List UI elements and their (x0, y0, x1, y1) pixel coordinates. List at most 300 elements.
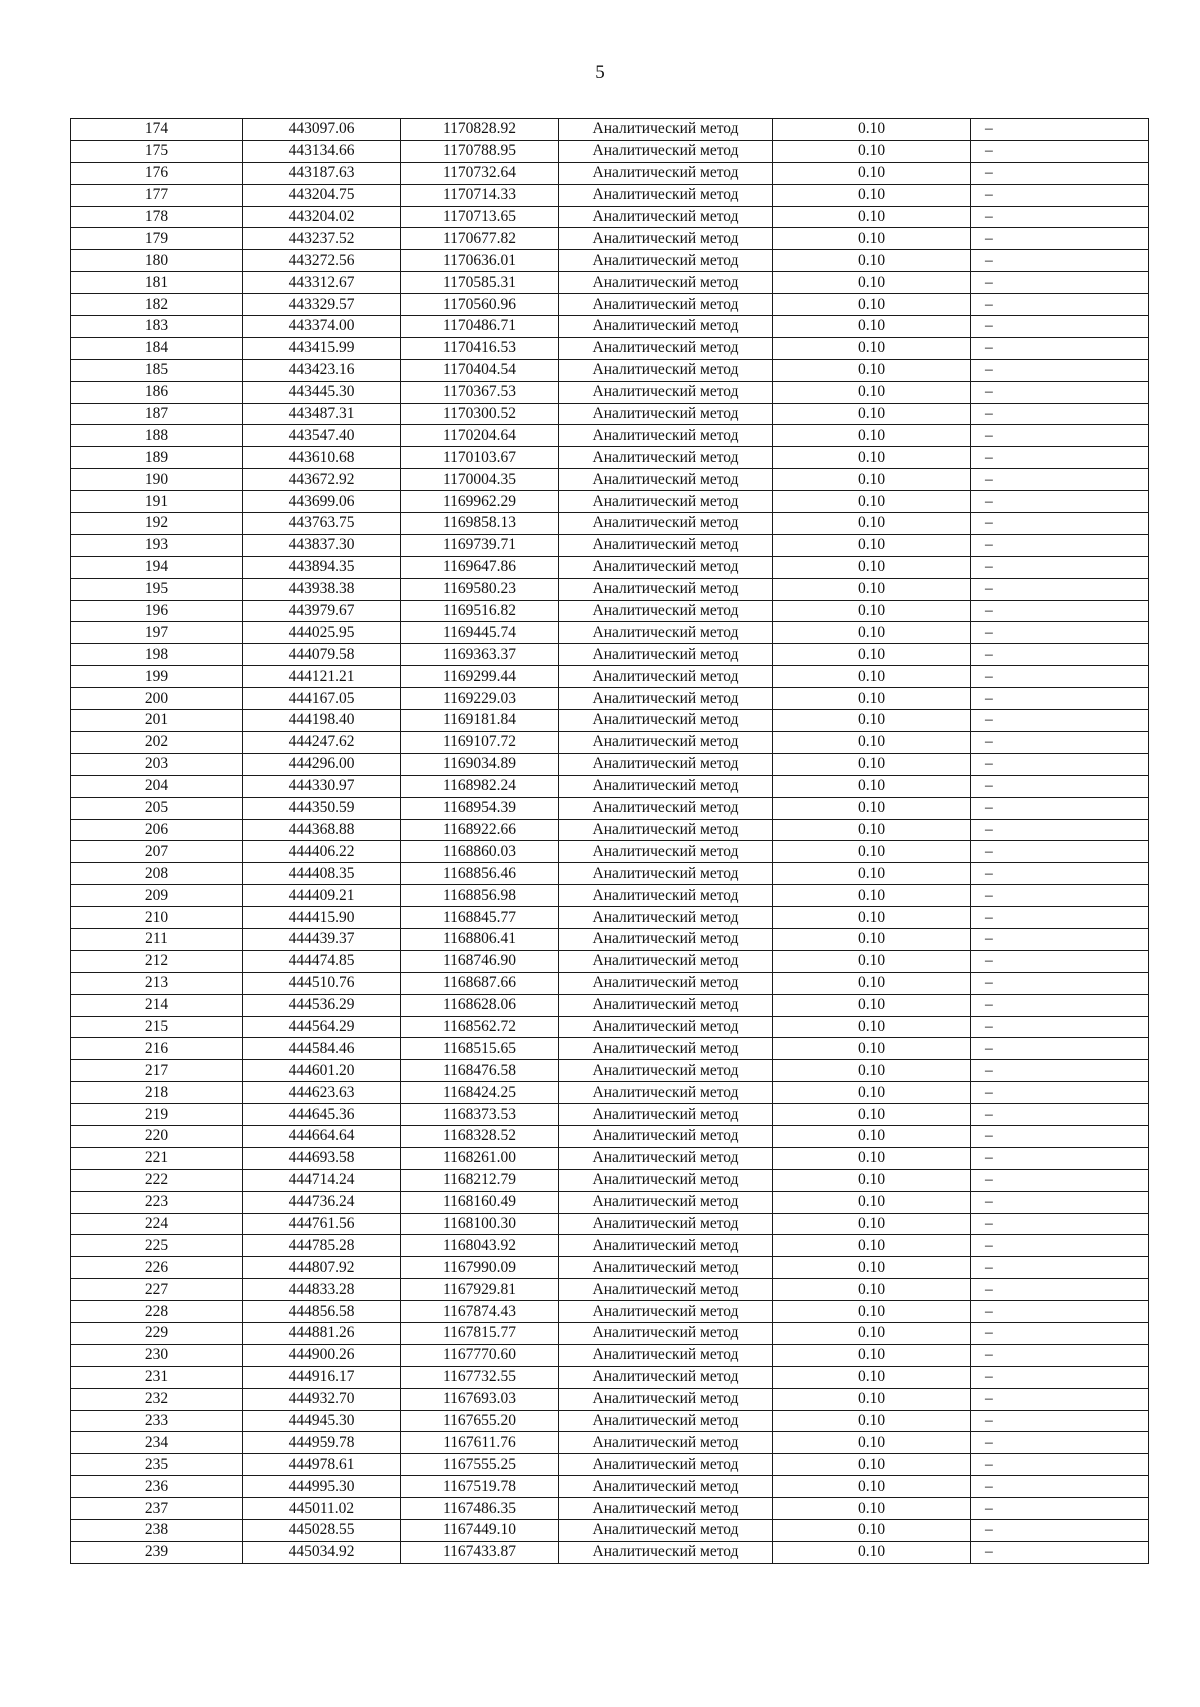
table-row (71, 250, 1149, 272)
cell-description: – (971, 885, 1149, 907)
cell-coordinate-y: 1168261.00 (401, 1147, 559, 1169)
cell-point-number: 201 (71, 710, 243, 732)
cell-method: Аналитический метод (559, 1191, 773, 1213)
cell-coordinate-x: 445034.92 (243, 1541, 401, 1563)
cell-point-number: 193 (71, 534, 243, 556)
cell-accuracy: 0.10 (773, 1169, 971, 1191)
cell-accuracy: 0.10 (773, 972, 971, 994)
cell-point-number: 196 (71, 600, 243, 622)
cell-point-number: 219 (71, 1104, 243, 1126)
cell-description: – (971, 381, 1149, 403)
cell-coordinate-x: 443894.35 (243, 556, 401, 578)
table-row (71, 928, 1149, 950)
cell-accuracy: 0.10 (773, 1235, 971, 1257)
cell-coordinate-y: 1170585.31 (401, 272, 559, 294)
cell-coordinate-x: 444474.85 (243, 950, 401, 972)
table-row (71, 819, 1149, 841)
cell-method: Аналитический метод (559, 359, 773, 381)
cell-coordinate-x: 444406.22 (243, 841, 401, 863)
cell-point-number: 191 (71, 491, 243, 513)
cell-coordinate-y: 1167732.55 (401, 1366, 559, 1388)
coordinates-table-body (71, 119, 1149, 1564)
table-row (71, 337, 1149, 359)
cell-accuracy: 0.10 (773, 731, 971, 753)
cell-coordinate-y: 1167929.81 (401, 1279, 559, 1301)
cell-coordinate-x: 443097.06 (243, 119, 401, 141)
cell-point-number: 203 (71, 753, 243, 775)
cell-coordinate-x: 444439.37 (243, 928, 401, 950)
table-row (71, 1038, 1149, 1060)
cell-coordinate-y: 1168043.92 (401, 1235, 559, 1257)
cell-method: Аналитический метод (559, 1498, 773, 1520)
table-row (71, 447, 1149, 469)
cell-accuracy: 0.10 (773, 1257, 971, 1279)
cell-method: Аналитический метод (559, 885, 773, 907)
cell-method: Аналитический метод (559, 1257, 773, 1279)
cell-coordinate-y: 1167693.03 (401, 1388, 559, 1410)
cell-coordinate-y: 1170404.54 (401, 359, 559, 381)
cell-coordinate-x: 443487.31 (243, 403, 401, 425)
table-row (71, 140, 1149, 162)
cell-coordinate-x: 444368.88 (243, 819, 401, 841)
table-row (71, 907, 1149, 929)
cell-method: Аналитический метод (559, 1388, 773, 1410)
cell-description: – (971, 513, 1149, 535)
table-row (71, 797, 1149, 819)
cell-accuracy: 0.10 (773, 710, 971, 732)
cell-description: – (971, 447, 1149, 469)
cell-method: Аналитический метод (559, 600, 773, 622)
cell-description: – (971, 731, 1149, 753)
cell-coordinate-x: 444247.62 (243, 731, 401, 753)
cell-method: Аналитический метод (559, 469, 773, 491)
cell-coordinate-y: 1168746.90 (401, 950, 559, 972)
cell-method: Аналитический метод (559, 1301, 773, 1323)
cell-method: Аналитический метод (559, 710, 773, 732)
cell-accuracy: 0.10 (773, 907, 971, 929)
cell-point-number: 181 (71, 272, 243, 294)
cell-method: Аналитический метод (559, 863, 773, 885)
cell-description: – (971, 294, 1149, 316)
cell-method: Аналитический метод (559, 1169, 773, 1191)
cell-coordinate-y: 1168212.79 (401, 1169, 559, 1191)
table-row (71, 1147, 1149, 1169)
cell-coordinate-y: 1170677.82 (401, 228, 559, 250)
cell-coordinate-x: 444881.26 (243, 1322, 401, 1344)
cell-accuracy: 0.10 (773, 753, 971, 775)
cell-method: Аналитический метод (559, 381, 773, 403)
cell-coordinate-x: 443204.75 (243, 184, 401, 206)
cell-coordinate-x: 443938.38 (243, 578, 401, 600)
cell-description: – (971, 491, 1149, 513)
cell-point-number: 215 (71, 1016, 243, 1038)
table-row (71, 491, 1149, 513)
cell-coordinate-x: 443374.00 (243, 316, 401, 338)
cell-coordinate-y: 1170204.64 (401, 425, 559, 447)
cell-method: Аналитический метод (559, 1235, 773, 1257)
cell-point-number: 176 (71, 162, 243, 184)
table-row (71, 578, 1149, 600)
cell-description: – (971, 972, 1149, 994)
cell-description: – (971, 863, 1149, 885)
cell-method: Аналитический метод (559, 1520, 773, 1542)
table-row (71, 425, 1149, 447)
cell-method: Аналитический метод (559, 162, 773, 184)
table-row (71, 1125, 1149, 1147)
cell-method: Аналитический метод (559, 140, 773, 162)
cell-accuracy: 0.10 (773, 513, 971, 535)
cell-coordinate-y: 1170636.01 (401, 250, 559, 272)
cell-coordinate-x: 444978.61 (243, 1454, 401, 1476)
cell-accuracy: 0.10 (773, 1082, 971, 1104)
cell-description: – (971, 797, 1149, 819)
table-row (71, 1104, 1149, 1126)
cell-point-number: 206 (71, 819, 243, 841)
cell-point-number: 217 (71, 1060, 243, 1082)
cell-description: – (971, 1147, 1149, 1169)
cell-coordinate-y: 1170560.96 (401, 294, 559, 316)
cell-coordinate-x: 444995.30 (243, 1476, 401, 1498)
cell-accuracy: 0.10 (773, 1520, 971, 1542)
cell-description: – (971, 1279, 1149, 1301)
cell-coordinate-x: 445028.55 (243, 1520, 401, 1542)
table-row (71, 381, 1149, 403)
cell-coordinate-x: 444415.90 (243, 907, 401, 929)
cell-coordinate-x: 444564.29 (243, 1016, 401, 1038)
cell-method: Аналитический метод (559, 1213, 773, 1235)
cell-accuracy: 0.10 (773, 1016, 971, 1038)
table-row (71, 863, 1149, 885)
cell-description: – (971, 666, 1149, 688)
cell-description: – (971, 1520, 1149, 1542)
cell-accuracy: 0.10 (773, 928, 971, 950)
table-row (71, 1454, 1149, 1476)
cell-point-number: 208 (71, 863, 243, 885)
cell-coordinate-x: 444693.58 (243, 1147, 401, 1169)
cell-coordinate-x: 444807.92 (243, 1257, 401, 1279)
cell-coordinate-x: 444584.46 (243, 1038, 401, 1060)
table-row (71, 1344, 1149, 1366)
cell-coordinate-x: 443423.16 (243, 359, 401, 381)
cell-coordinate-y: 1168860.03 (401, 841, 559, 863)
cell-point-number: 198 (71, 644, 243, 666)
cell-method: Аналитический метод (559, 1476, 773, 1498)
cell-coordinate-y: 1169516.82 (401, 600, 559, 622)
cell-coordinate-y: 1169299.44 (401, 666, 559, 688)
cell-method: Аналитический метод (559, 337, 773, 359)
cell-description: – (971, 1410, 1149, 1432)
cell-point-number: 234 (71, 1432, 243, 1454)
cell-coordinate-x: 443699.06 (243, 491, 401, 513)
cell-point-number: 204 (71, 775, 243, 797)
cell-coordinate-y: 1170300.52 (401, 403, 559, 425)
cell-coordinate-y: 1169647.86 (401, 556, 559, 578)
cell-accuracy: 0.10 (773, 1125, 971, 1147)
cell-coordinate-y: 1170416.53 (401, 337, 559, 359)
cell-accuracy: 0.10 (773, 119, 971, 141)
table-row (71, 272, 1149, 294)
table-row (71, 184, 1149, 206)
cell-point-number: 183 (71, 316, 243, 338)
coordinates-table (70, 118, 1149, 1564)
cell-description: – (971, 644, 1149, 666)
table-row (71, 1541, 1149, 1563)
cell-point-number: 200 (71, 688, 243, 710)
cell-description: – (971, 775, 1149, 797)
table-row (71, 1279, 1149, 1301)
cell-coordinate-y: 1167815.77 (401, 1322, 559, 1344)
cell-coordinate-y: 1167433.87 (401, 1541, 559, 1563)
cell-point-number: 187 (71, 403, 243, 425)
table-row (71, 316, 1149, 338)
cell-point-number: 237 (71, 1498, 243, 1520)
table-row (71, 622, 1149, 644)
cell-method: Аналитический метод (559, 994, 773, 1016)
cell-method: Аналитический метод (559, 928, 773, 950)
table-row (71, 972, 1149, 994)
cell-accuracy: 0.10 (773, 950, 971, 972)
cell-accuracy: 0.10 (773, 666, 971, 688)
cell-accuracy: 0.10 (773, 863, 971, 885)
cell-point-number: 186 (71, 381, 243, 403)
cell-description: – (971, 1476, 1149, 1498)
cell-description: – (971, 337, 1149, 359)
cell-description: – (971, 162, 1149, 184)
cell-method: Аналитический метод (559, 797, 773, 819)
table-row (71, 359, 1149, 381)
cell-coordinate-y: 1168424.25 (401, 1082, 559, 1104)
cell-description: – (971, 841, 1149, 863)
cell-point-number: 229 (71, 1322, 243, 1344)
cell-accuracy: 0.10 (773, 885, 971, 907)
cell-coordinate-x: 444409.21 (243, 885, 401, 907)
cell-method: Аналитический метод (559, 184, 773, 206)
table-row (71, 1016, 1149, 1038)
table-row (71, 228, 1149, 250)
table-row (71, 841, 1149, 863)
cell-accuracy: 0.10 (773, 1147, 971, 1169)
cell-coordinate-y: 1167449.10 (401, 1520, 559, 1542)
cell-accuracy: 0.10 (773, 556, 971, 578)
cell-point-number: 190 (71, 469, 243, 491)
cell-description: – (971, 469, 1149, 491)
cell-point-number: 179 (71, 228, 243, 250)
cell-description: – (971, 316, 1149, 338)
cell-coordinate-y: 1167655.20 (401, 1410, 559, 1432)
cell-accuracy: 0.10 (773, 272, 971, 294)
cell-coordinate-y: 1170713.65 (401, 206, 559, 228)
cell-accuracy: 0.10 (773, 1476, 971, 1498)
cell-point-number: 189 (71, 447, 243, 469)
cell-accuracy: 0.10 (773, 337, 971, 359)
table-row (71, 666, 1149, 688)
cell-accuracy: 0.10 (773, 1213, 971, 1235)
cell-method: Аналитический метод (559, 1060, 773, 1082)
cell-coordinate-y: 1168328.52 (401, 1125, 559, 1147)
cell-point-number: 195 (71, 578, 243, 600)
cell-coordinate-x: 444408.35 (243, 863, 401, 885)
table-row (71, 403, 1149, 425)
cell-description: – (971, 228, 1149, 250)
cell-coordinate-x: 444536.29 (243, 994, 401, 1016)
cell-accuracy: 0.10 (773, 228, 971, 250)
cell-accuracy: 0.10 (773, 294, 971, 316)
cell-coordinate-y: 1169363.37 (401, 644, 559, 666)
cell-method: Аналитический метод (559, 250, 773, 272)
cell-accuracy: 0.10 (773, 1322, 971, 1344)
cell-coordinate-y: 1167611.76 (401, 1432, 559, 1454)
cell-description: – (971, 1191, 1149, 1213)
table-row (71, 644, 1149, 666)
cell-point-number: 199 (71, 666, 243, 688)
cell-coordinate-y: 1168806.41 (401, 928, 559, 950)
table-row (71, 710, 1149, 732)
cell-accuracy: 0.10 (773, 162, 971, 184)
cell-method: Аналитический метод (559, 1344, 773, 1366)
cell-accuracy: 0.10 (773, 425, 971, 447)
cell-coordinate-x: 444916.17 (243, 1366, 401, 1388)
cell-coordinate-y: 1167519.78 (401, 1476, 559, 1498)
cell-description: – (971, 184, 1149, 206)
table-row (71, 1060, 1149, 1082)
cell-description: – (971, 1082, 1149, 1104)
cell-accuracy: 0.10 (773, 775, 971, 797)
cell-coordinate-y: 1168160.49 (401, 1191, 559, 1213)
cell-coordinate-x: 444623.63 (243, 1082, 401, 1104)
cell-method: Аналитический метод (559, 425, 773, 447)
cell-point-number: 225 (71, 1235, 243, 1257)
cell-coordinate-y: 1168954.39 (401, 797, 559, 819)
cell-coordinate-y: 1167990.09 (401, 1257, 559, 1279)
cell-coordinate-x: 444833.28 (243, 1279, 401, 1301)
cell-coordinate-x: 444121.21 (243, 666, 401, 688)
cell-description: – (971, 1541, 1149, 1563)
cell-method: Аналитический метод (559, 119, 773, 141)
cell-point-number: 223 (71, 1191, 243, 1213)
cell-description: – (971, 928, 1149, 950)
cell-method: Аналитический метод (559, 819, 773, 841)
cell-point-number: 224 (71, 1213, 243, 1235)
table-row (71, 556, 1149, 578)
cell-description: – (971, 1366, 1149, 1388)
cell-description: – (971, 907, 1149, 929)
cell-point-number: 239 (71, 1541, 243, 1563)
cell-point-number: 177 (71, 184, 243, 206)
cell-description: – (971, 819, 1149, 841)
table-row (71, 775, 1149, 797)
table-row (71, 1169, 1149, 1191)
cell-coordinate-x: 443272.56 (243, 250, 401, 272)
cell-method: Аналитический метод (559, 1279, 773, 1301)
cell-accuracy: 0.10 (773, 797, 971, 819)
table-row (71, 1322, 1149, 1344)
table-row (71, 1410, 1149, 1432)
cell-method: Аналитический метод (559, 491, 773, 513)
cell-accuracy: 0.10 (773, 1301, 971, 1323)
cell-description: – (971, 1388, 1149, 1410)
cell-coordinate-y: 1169580.23 (401, 578, 559, 600)
cell-description: – (971, 359, 1149, 381)
cell-point-number: 175 (71, 140, 243, 162)
cell-description: – (971, 1060, 1149, 1082)
table-row (71, 950, 1149, 972)
cell-coordinate-x: 444959.78 (243, 1432, 401, 1454)
cell-accuracy: 0.10 (773, 1104, 971, 1126)
cell-coordinate-y: 1168856.46 (401, 863, 559, 885)
cell-coordinate-x: 444601.20 (243, 1060, 401, 1082)
cell-description: – (971, 1257, 1149, 1279)
cell-description: – (971, 1213, 1149, 1235)
cell-method: Аналитический метод (559, 972, 773, 994)
page-number: 5 (595, 62, 605, 83)
cell-description: – (971, 1301, 1149, 1323)
cell-accuracy: 0.10 (773, 403, 971, 425)
cell-coordinate-y: 1170367.53 (401, 381, 559, 403)
cell-coordinate-x: 443445.30 (243, 381, 401, 403)
cell-accuracy: 0.10 (773, 600, 971, 622)
table-row (71, 1257, 1149, 1279)
cell-point-number: 233 (71, 1410, 243, 1432)
cell-method: Аналитический метод (559, 1366, 773, 1388)
table-row (71, 162, 1149, 184)
cell-description: – (971, 600, 1149, 622)
cell-method: Аналитический метод (559, 403, 773, 425)
table-row (71, 731, 1149, 753)
cell-accuracy: 0.10 (773, 1038, 971, 1060)
cell-coordinate-y: 1169858.13 (401, 513, 559, 535)
cell-method: Аналитический метод (559, 666, 773, 688)
cell-point-number: 238 (71, 1520, 243, 1542)
cell-coordinate-y: 1168628.06 (401, 994, 559, 1016)
cell-accuracy: 0.10 (773, 184, 971, 206)
cell-point-number: 226 (71, 1257, 243, 1279)
cell-accuracy: 0.10 (773, 1366, 971, 1388)
cell-coordinate-x: 443672.92 (243, 469, 401, 491)
cell-accuracy: 0.10 (773, 1541, 971, 1563)
cell-point-number: 213 (71, 972, 243, 994)
cell-accuracy: 0.10 (773, 994, 971, 1016)
cell-method: Аналитический метод (559, 644, 773, 666)
cell-method: Аналитический метод (559, 622, 773, 644)
cell-accuracy: 0.10 (773, 381, 971, 403)
cell-coordinate-y: 1170103.67 (401, 447, 559, 469)
cell-method: Аналитический метод (559, 578, 773, 600)
cell-description: – (971, 1322, 1149, 1344)
cell-description: – (971, 622, 1149, 644)
cell-description: – (971, 1432, 1149, 1454)
cell-coordinate-y: 1170788.95 (401, 140, 559, 162)
cell-coordinate-y: 1170004.35 (401, 469, 559, 491)
table-row (71, 1388, 1149, 1410)
cell-coordinate-x: 444167.05 (243, 688, 401, 710)
cell-coordinate-y: 1167486.35 (401, 1498, 559, 1520)
cell-description: – (971, 578, 1149, 600)
cell-method: Аналитический метод (559, 1125, 773, 1147)
cell-coordinate-y: 1170732.64 (401, 162, 559, 184)
cell-coordinate-y: 1168476.58 (401, 1060, 559, 1082)
table-row (71, 753, 1149, 775)
cell-description: – (971, 1016, 1149, 1038)
cell-point-number: 185 (71, 359, 243, 381)
cell-method: Аналитический метод (559, 1038, 773, 1060)
cell-coordinate-y: 1168100.30 (401, 1213, 559, 1235)
table-row (71, 600, 1149, 622)
cell-point-number: 212 (71, 950, 243, 972)
cell-coordinate-x: 444296.00 (243, 753, 401, 775)
cell-coordinate-x: 444645.36 (243, 1104, 401, 1126)
cell-point-number: 236 (71, 1476, 243, 1498)
cell-description: – (971, 688, 1149, 710)
